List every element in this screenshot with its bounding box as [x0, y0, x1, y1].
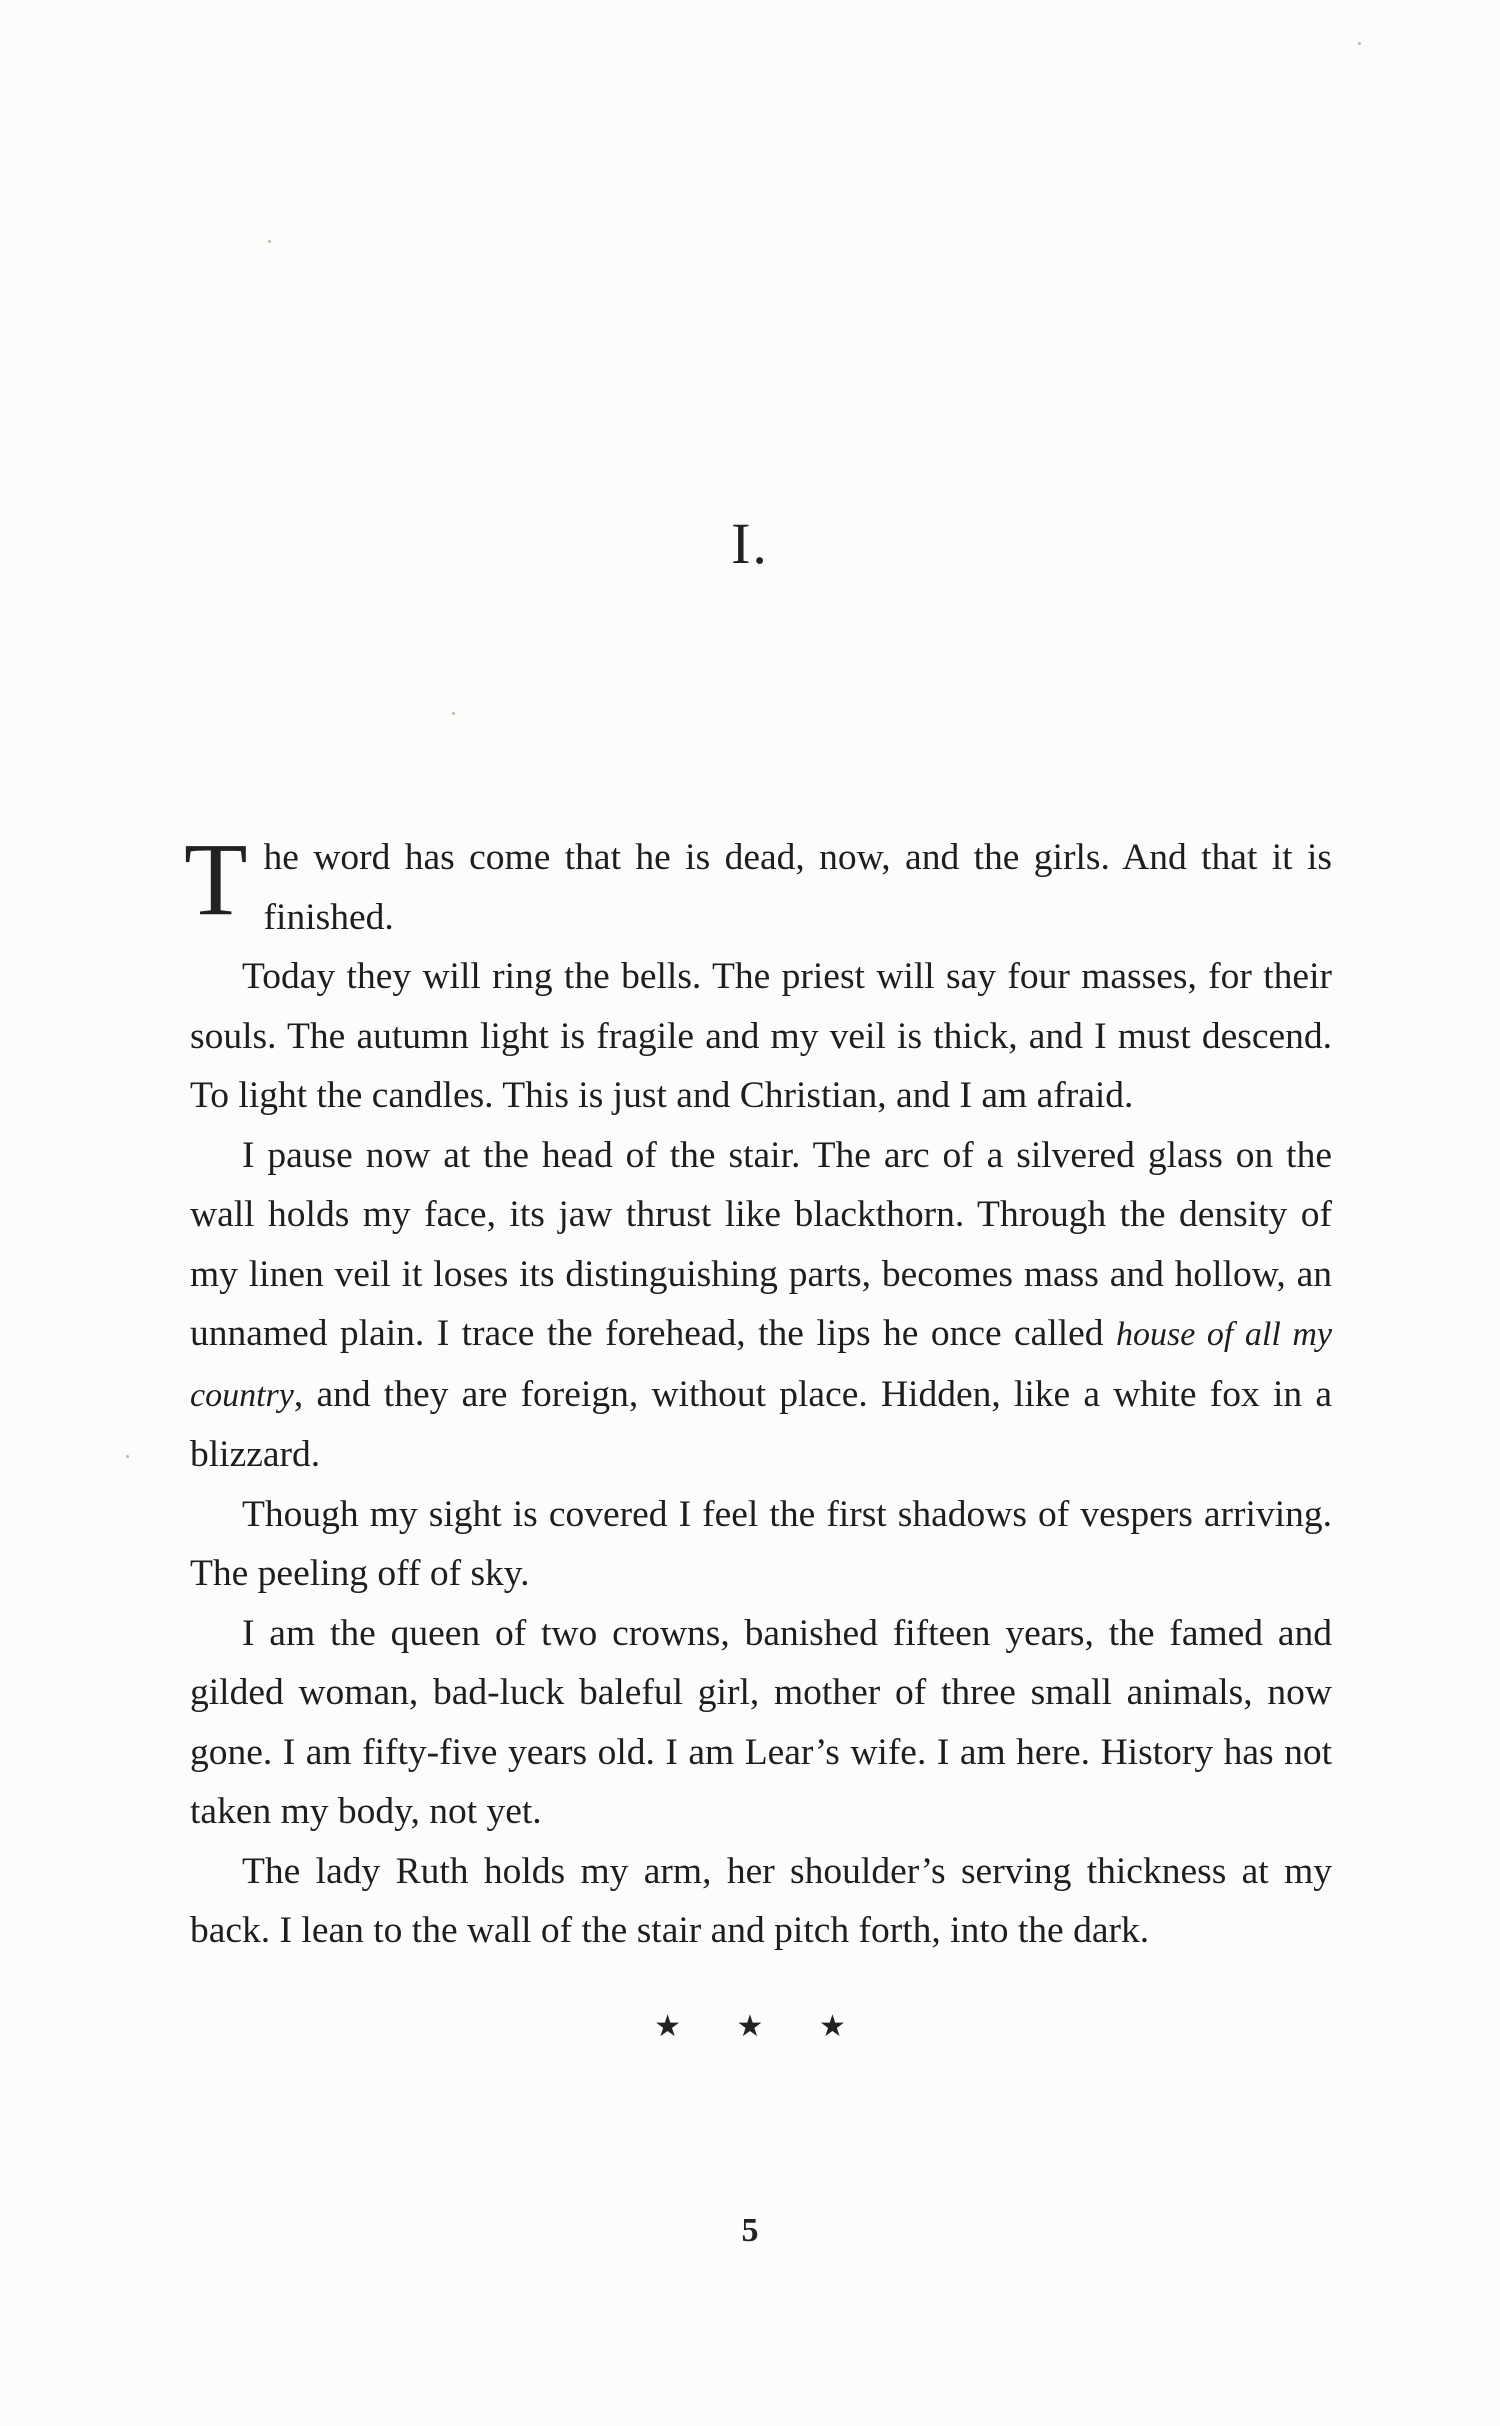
- body-text: [184, 822, 1332, 1961]
- paper-speck: [1358, 42, 1361, 45]
- paragraph-3: [190, 1126, 1332, 1485]
- paragraph-2: [190, 947, 1332, 1126]
- paragraph-4: [190, 1485, 1332, 1604]
- paragraph-text: Today they will ring the bells. The priest will say four masses, for their souls. The autumn light is fragile and my veil is thick, and I must descend. To light the candles. This is just and Christian, and I am afraid.: [190, 956, 1332, 1116]
- paragraph-text: I am the queen of two crowns, banished fifteen years, the famed and gilded woman, bad-luck baleful girl, mother of three small animals, now gone. I am fifty-five years old. I am Lear’s wife. I am here. History has not taken my body, not yet.: [190, 1612, 1332, 1832]
- paper-speck: [452, 712, 455, 715]
- section-break: [0, 2012, 1500, 2042]
- star-icon: ★: [818, 2010, 846, 2043]
- paragraph-text: , and they are foreign, without place. Hidden, like a white fox in a blizzard.: [190, 1373, 1332, 1475]
- paragraph-text: he word has come that he is dead, now, and the girls. And that it is finished.: [263, 837, 1332, 938]
- star-icon: ★: [654, 2010, 682, 2043]
- star-icon: ★: [736, 2010, 764, 2043]
- drop-cap: T: [184, 822, 248, 937]
- italic-phrase: house of all my country: [190, 1316, 1332, 1414]
- page-number: 5: [741, 2212, 759, 2249]
- chapter-heading: I.: [731, 511, 769, 576]
- paragraph-6: [190, 1842, 1332, 1961]
- paragraph-5: [190, 1604, 1332, 1842]
- paper-speck: [126, 1455, 129, 1458]
- paragraph-1: [184, 822, 1332, 947]
- paper-speck: [268, 240, 271, 243]
- paragraph-text: I pause now at the head of the stair. The arc of a silvered glass on the wall holds my face, its jaw thrust like blackthorn. Through the density of my linen veil it loses its distinguishing parts, becomes mass and hollow, an unnamed plain. I trace the forehead, the lips he once called: [190, 1134, 1332, 1354]
- paragraph-text: The lady Ruth holds my arm, her shoulder’s serving thickness at my back. I lean to the wall of the stair and pitch forth, into the dark.: [190, 1850, 1332, 1951]
- paragraph-text: Though my sight is covered I feel the first shadows of vespers arriving. The peeling off of sky.: [190, 1493, 1332, 1594]
